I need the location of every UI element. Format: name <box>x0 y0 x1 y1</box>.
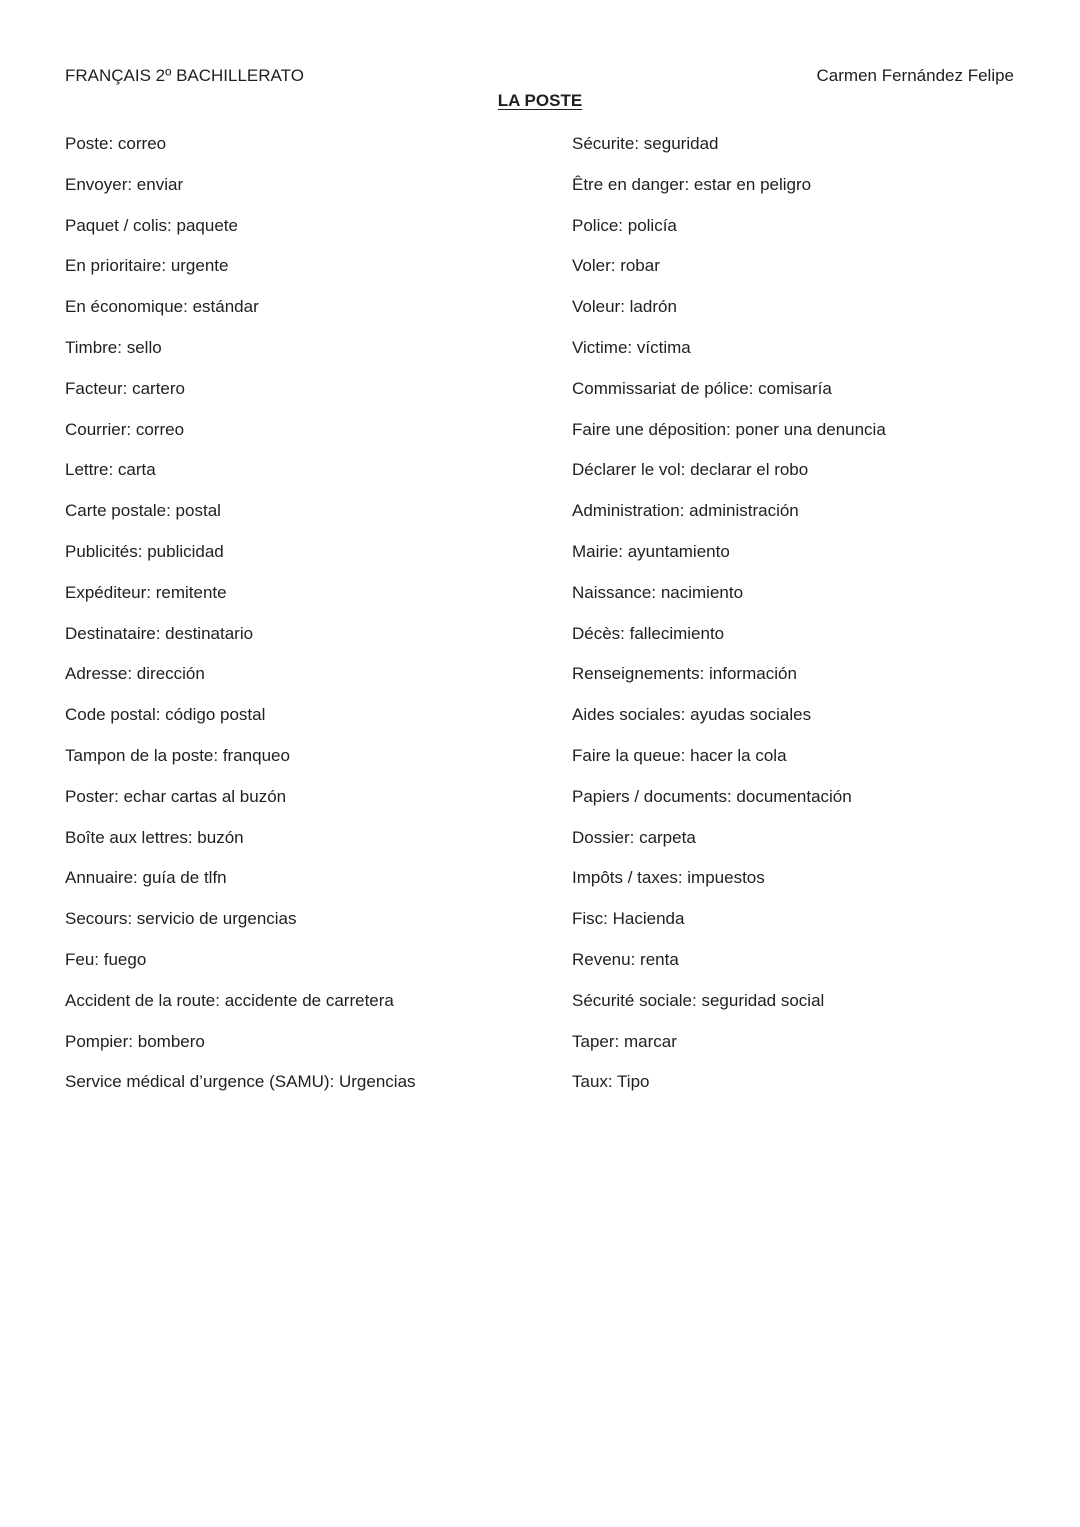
vocab-item: Voler: robar <box>572 256 660 276</box>
vocab-item: Renseignements: información <box>572 664 797 684</box>
author-name: Carmen Fernández Felipe <box>816 66 1014 85</box>
vocab-item: Service médical d’urgence (SAMU): Urgencias <box>65 1072 416 1092</box>
vocab-item: Envoyer: enviar <box>65 174 184 194</box>
course-label: FRANÇAIS 2º BACHILLERATO <box>65 66 304 85</box>
vocab-item: Accident de la route: accidente de carretera <box>65 990 394 1010</box>
vocab-item: Voleur: ladrón <box>572 297 677 317</box>
vocab-item: Revenu: renta <box>572 949 679 969</box>
vocab-list-left <box>65 132 535 1111</box>
vocab-item: Pompier: bombero <box>65 1031 205 1051</box>
vocab-item: Être en danger: estar en peligro <box>572 174 812 194</box>
vocab-item: Déclarer le vol: declarar el robo <box>572 460 809 480</box>
vocab-item: Police: policía <box>572 215 677 235</box>
vocab-item: Décès: fallecimiento <box>572 623 725 643</box>
vocab-item: En prioritaire: urgente <box>65 256 229 276</box>
vocab-item: Expéditeur: remitente <box>65 582 227 602</box>
page-title-text: LA POSTE <box>497 91 583 110</box>
vocab-item: Faire la queue: hacer la cola <box>572 745 787 765</box>
vocab-item: Faire une déposition: poner una denuncia <box>572 419 886 439</box>
vocab-item: Destinataire: destinatario <box>65 623 254 643</box>
vocab-item: Sécurite: seguridad <box>572 134 719 153</box>
vocab-list-right <box>572 132 1032 1111</box>
vocab-item: Commissariat de pólice: comisaría <box>572 378 832 398</box>
vocab-item: Publicités: publicidad <box>65 541 224 561</box>
vocab-item: En économique: estándar <box>65 297 259 317</box>
vocab-item: Taux: Tipo <box>572 1072 650 1092</box>
vocab-item: Poster: echar cartas al buzón <box>65 786 287 806</box>
vocab-item: Boîte aux lettres: buzón <box>65 827 244 847</box>
vocab-item: Taper: marcar <box>572 1031 677 1051</box>
vocab-item: Adresse: dirección <box>65 664 205 684</box>
vocab-item: Code postal: código postal <box>65 705 266 725</box>
vocab-item: Paquet / colis: paquete <box>65 215 238 235</box>
vocab-item: Dossier: carpeta <box>572 827 696 847</box>
vocab-item: Sécurité sociale: seguridad social <box>572 990 825 1010</box>
vocab-item: Mairie: ayuntamiento <box>572 541 730 561</box>
vocab-item: Timbre: sello <box>65 337 162 357</box>
vocab-item: Papiers / documents: documentación <box>572 786 852 806</box>
vocab-item: Aides sociales: ayudas sociales <box>572 705 812 725</box>
vocab-item: Carte postale: postal <box>65 501 221 521</box>
vocab-item: Tampon de la poste: franqueo <box>65 745 290 765</box>
vocab-item: Administration: administración <box>572 501 799 521</box>
vocab-item: Victime: víctima <box>572 337 691 357</box>
vocab-item: Feu: fuego <box>65 949 147 969</box>
vocab-item: Naissance: nacimiento <box>572 582 744 602</box>
vocab-item: Secours: servicio de urgencias <box>65 909 297 929</box>
vocab-item: Impôts / taxes: impuestos <box>572 868 765 888</box>
vocab-item: Courrier: correo <box>65 419 185 439</box>
vocab-item: Facteur: cartero <box>65 378 185 398</box>
vocab-item: Annuaire: guía de tlfn <box>65 868 227 888</box>
vocab-item: Lettre: carta <box>65 460 156 480</box>
page-title <box>0 90 1080 112</box>
vocab-item: Fisc: Hacienda <box>572 909 685 929</box>
vocab-item: Poste: correo <box>65 134 167 153</box>
